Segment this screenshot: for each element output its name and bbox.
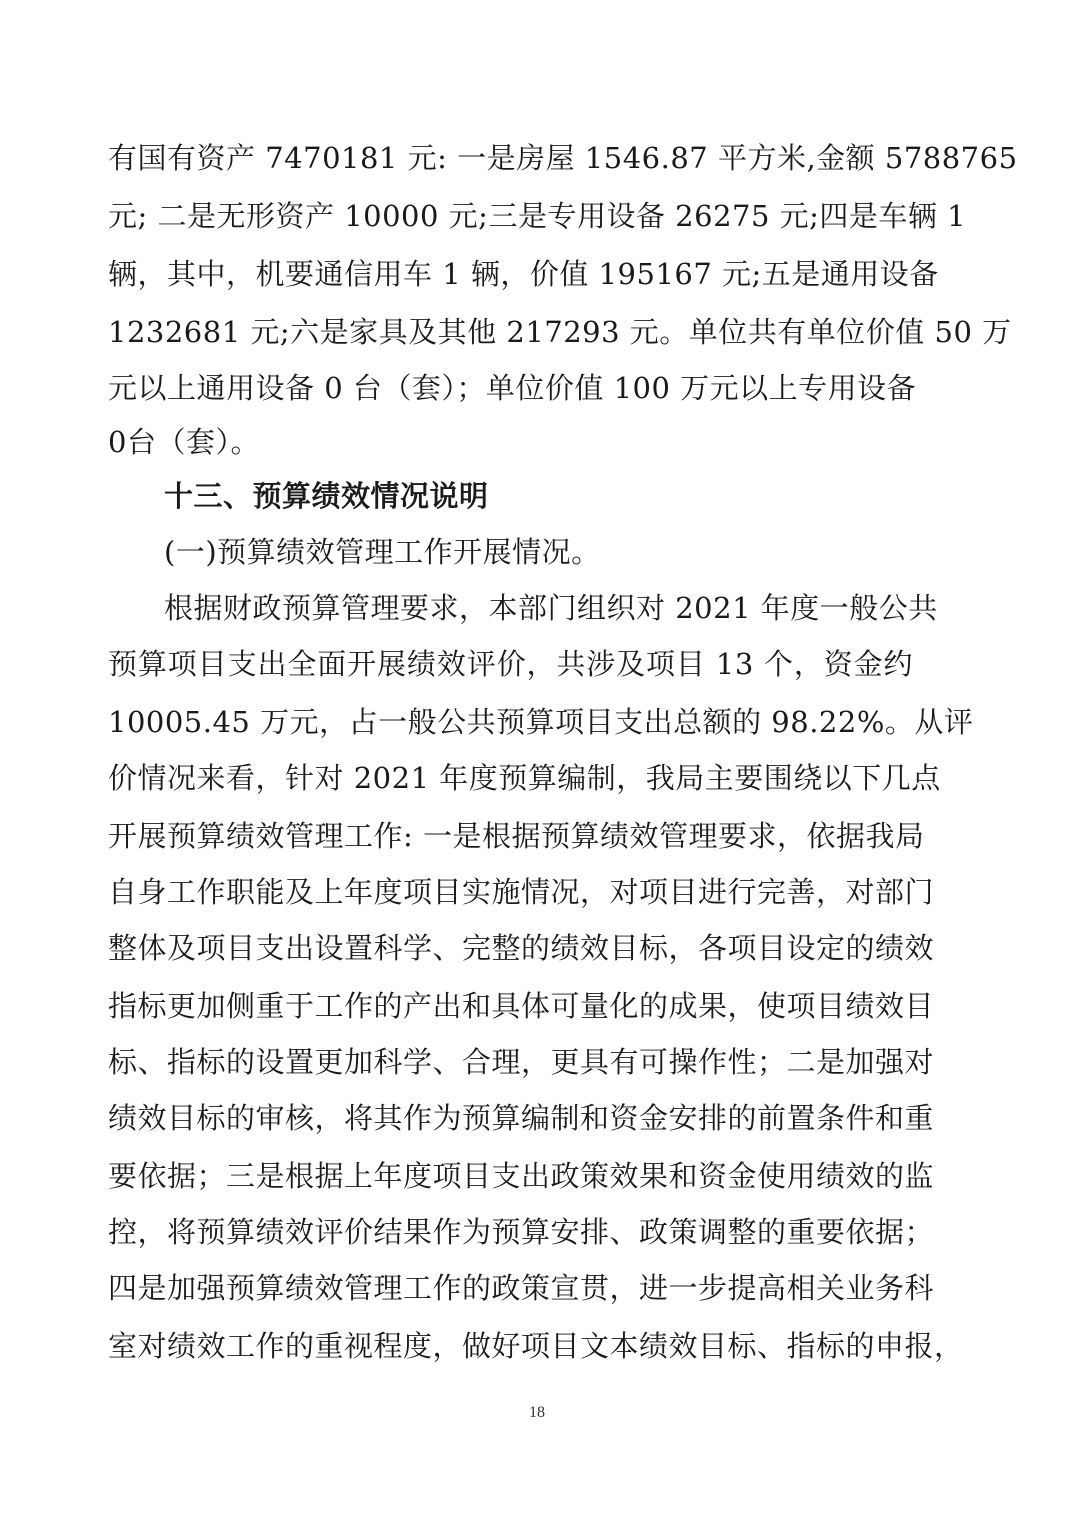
body-line: 价情况来看，针对 2021 年度预算编制，我局主要围绕以下几点 (108, 761, 941, 795)
body-line: 指标更加侧重于工作的产出和具体可量化的成果，使项目绩效目 (108, 989, 935, 1023)
body-line: 预算项目支出全面开展绩效评价，共涉及项目 13 个，资金约 (108, 647, 913, 681)
section-heading: 十三、预算绩效情况说明 (164, 479, 489, 513)
body-line: 元; 二是无形资产 10000 元;三是专用设备 26275 元;四是车辆 1 (108, 199, 967, 233)
body-line: 室对绩效工作的重视程度，做好项目文本绩效目标、指标的申报， (108, 1329, 964, 1363)
body-line: 绩效目标的审核，将其作为预算编制和资金安排的前置条件和重 (108, 1101, 935, 1135)
page-number: 18 (529, 1404, 545, 1421)
body-line: 0台（套）。 (108, 425, 260, 459)
body-line: 标、指标的设置更加科学、合理，更具有可操作性；二是加强对 (108, 1045, 935, 1079)
body-line: 四是加强预算绩效管理工作的政策宣贯，进一步提高相关业务科 (108, 1271, 935, 1305)
subsection-heading: (一)预算绩效管理工作开展情况。 (164, 535, 601, 569)
body-line: 有国有资产 7470181 元: 一是房屋 1546.87 平方米,金额 5788765 (108, 141, 1018, 175)
paragraph-first-line: 根据财政预算管理要求，本部门组织对 2021 年度一般公共 (164, 591, 938, 625)
body-line: 10005.45 万元，占一般公共预算项目支出总额的 98.22%。从评 (108, 705, 974, 739)
body-line: 要依据；三是根据上年度项目支出政策效果和资金使用绩效的监 (108, 1159, 935, 1193)
body-line: 整体及项目支出设置科学、完整的绩效目标，各项目设定的绩效 (108, 931, 935, 965)
body-line: 1232681 元;六是家具及其他 217293 元。单位共有单位价值 50 万 (108, 315, 1012, 349)
body-line: 自身工作职能及上年度项目实施情况，对项目进行完善，对部门 (108, 875, 935, 909)
body-line: 元以上通用设备 0 台（套）；单位价值 100 万元以上专用设备 (108, 371, 917, 405)
body-line: 开展预算绩效管理工作: 一是根据预算绩效管理要求，依据我局 (108, 819, 925, 853)
body-line: 控，将预算绩效评价结果作为预算安排、政策调整的重要依据； (108, 1215, 935, 1249)
body-line: 辆，其中，机要通信用车 1 辆，价值 195167 元;五是通用设备 (108, 257, 939, 291)
